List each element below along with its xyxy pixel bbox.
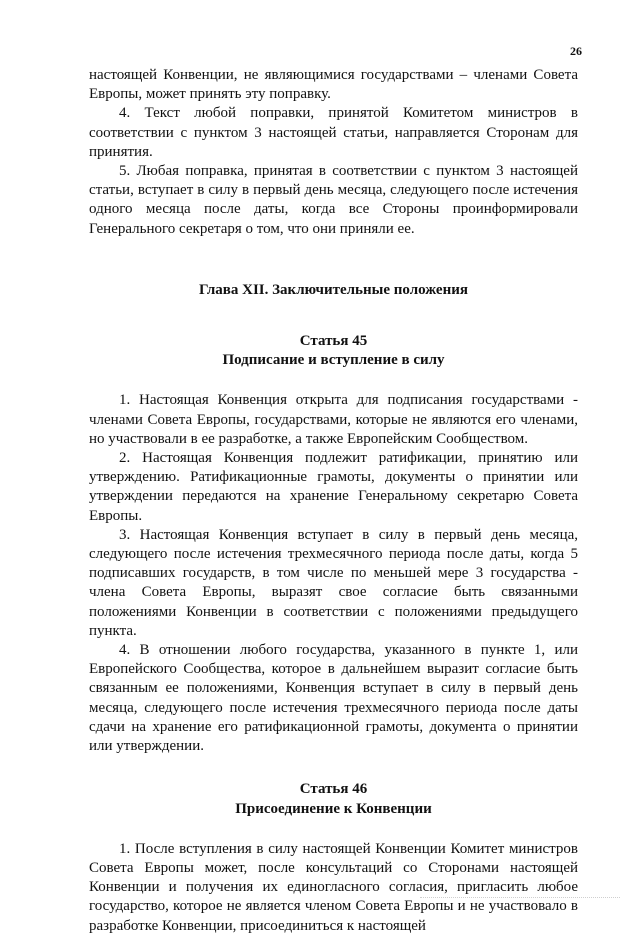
intro-paragraph-continuation: настоящей Конвенции, не являющимися государствами – членами Совета Европы, может принять эту поправку. <box>89 67 578 103</box>
intro-paragraph-5: 5. Любая поправка, принятая в соответствии с пунктом 3 настоящей статьи, вступает в силу в первый день месяца, следующего после истечения одного месяца после даты, когда все Стороны проинформировали Генерального секретаря о том, что они приняли ее. <box>89 163 578 237</box>
intro-paragraph-4: 4. Текст любой поправки, принятой Комитетом министров в соответствии с пунктом 3 настоящей статьи, направляется Сторонам для принятия. <box>89 105 578 160</box>
article-46-paragraph-1: 1. После вступления в силу настоящей Конвенции Комитет министров Совета Европы может, после консультаций со Сторонами настоящей Конвенции и получения их единогласного согласия, пригласить любое государство, которое не является членом Совета Европы и не участвовало в разработке Конвенции, присоединиться к настоящей <box>89 840 578 934</box>
chapter-title: Глава XII. Заключительные положения <box>199 281 468 298</box>
article-46-body <box>89 840 578 936</box>
article-45-paragraph-4: 4. В отношении любого государства, указанного в пункте 1, или Европейского Сообщества, которое в дальнейшем выразит согласие быть связанным ее положениями, Конвенция вступает в силу в первый день месяца, следующего после истечения трехмесячного периода после даты сдачи на хранение его ратификационной грамоты, документа о принятии или утверждении. <box>89 642 578 755</box>
article-45-paragraph-2: 2. Настоящая Конвенция подлежит ратификации, принятию или утверждению. Ратификационные грамоты, документы о принятии или утверждении передаются на хранение Генеральному секретарю Совета Европы. <box>89 450 578 524</box>
article-46-title: Присоединение к Конвенции <box>235 800 432 817</box>
article-46-number: Статья 46 <box>299 781 368 798</box>
article-45-paragraph-1: 1. Настоящая Конвенция открыта для подписания государствами - членами Совета Европы, государствами, которые не являются его членами, но участвовали в ее разработке, а также Европейским Сообществом. <box>89 392 578 447</box>
article-45-title: Подписание и вступление в силу <box>222 352 445 369</box>
page-content <box>89 66 578 936</box>
scan-artifact <box>420 897 620 901</box>
article-45-paragraph-3: 3. Настоящая Конвенция вступает в силу в первый день месяца, следующего после истечения трехмесячного периода после даты, когда 5 подписавших государств, в том числе по меньшей мере 3 государства - члена Совета Европы, выразят свое согласие быть связанными положениями Конвенции в соответствии с положениями предыдущего пункта. <box>89 526 578 639</box>
article-45-body <box>89 391 578 756</box>
article-45-number: Статья 45 <box>299 333 368 350</box>
page-number: 26 <box>570 44 582 58</box>
